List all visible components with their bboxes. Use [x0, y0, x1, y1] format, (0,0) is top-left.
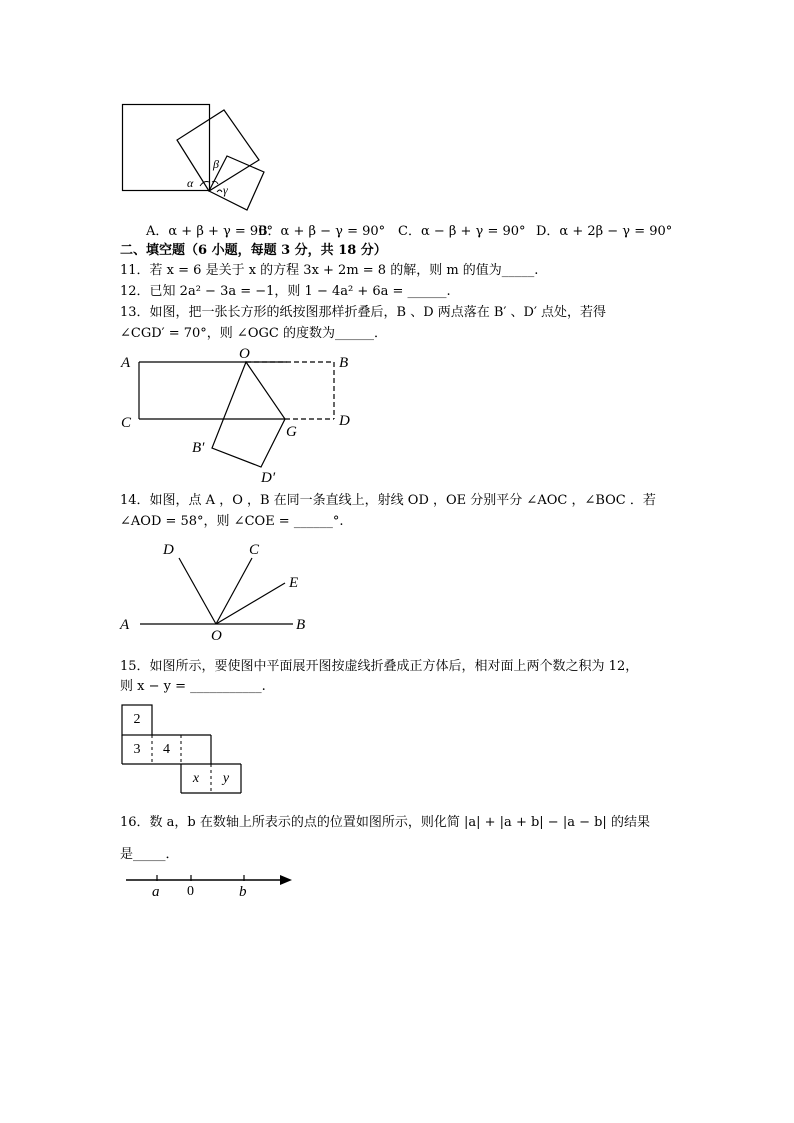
q13-folded-rectangle-figure — [115, 344, 365, 489]
q10-option-b: B．α + β − γ = 90° — [258, 224, 386, 239]
question-16-line1: 16．数 a，b 在数轴上所表示的点的位置如图所示，则化简 |a| + |a + b| − |a − b| 的结果 — [120, 815, 650, 830]
q14-label-a: A — [120, 617, 130, 633]
question-13-line1: 13．如图，把一张长方形的纸按图那样折叠后，B 、D 两点落在 B′ 、D′ 点处，若得 — [120, 305, 607, 320]
section-heading-fill-in: 二、填空题（6 小题，每题 3 分，共 18 分） — [120, 243, 387, 258]
q15-cell-3: 3 — [133, 741, 141, 757]
q14-label-o: O — [211, 628, 222, 644]
number-line-arrow-icon — [280, 875, 292, 885]
q13-label-d: D — [339, 413, 350, 429]
question-15-line2: 则 x − y = ___________. — [120, 679, 266, 694]
q15-cell-x: x — [192, 770, 200, 786]
q13-label-b: B — [339, 355, 349, 371]
q14-label-d: D — [163, 542, 174, 558]
q13-label-a: A — [121, 355, 131, 371]
question-15-line1: 15．如图所示，要使图中平面展开图按虚线折叠成正方体后，相对面上两个数之积为 12， — [120, 659, 639, 674]
q13-label-c: C — [121, 415, 132, 431]
q13-label-o: O — [239, 346, 250, 362]
q14-label-c: C — [249, 542, 260, 558]
q15-cell-2: 2 — [133, 712, 141, 727]
q16-label-zero: 0 — [187, 884, 194, 899]
q15-cell-4: 4 — [163, 741, 170, 757]
q14-label-b: B — [296, 617, 306, 633]
question-14-line2: ∠AOD = 58°，则 ∠COE = ______°. — [120, 514, 344, 529]
q13-folded-flap — [212, 362, 285, 467]
q16-label-b: b — [239, 884, 247, 900]
question-11: 11．若 x = 6 是关于 x 的方程 3x + 2m = 8 的解，则 m 的值为_____. — [120, 263, 539, 278]
q15-cell-y: y — [222, 770, 230, 786]
q16-label-a: a — [152, 884, 160, 900]
q10-squares-figure — [118, 100, 278, 212]
q10-option-a: A．α + β + γ = 90° — [146, 224, 273, 239]
q10-option-d: D．α + 2β − γ = 90° — [536, 224, 673, 239]
q14-label-e: E — [289, 575, 299, 591]
q13-label-g: G — [286, 424, 297, 440]
q10-alpha-label: α — [187, 176, 194, 190]
question-14-line1: 14．如图，点 A ，O ，B 在同一条直线上，射线 OD ，OE 分别平分 ∠AOC ，∠BOC ．若 — [120, 493, 656, 508]
question-12: 12．已知 2a² − 3a = −1，则 1 − 4a² + 6a = ______. — [120, 284, 451, 299]
q13-label-b-prime: B′ — [192, 440, 205, 456]
question-13-line2: ∠CGD′ = 70°，则 ∠OGC 的度数为______． — [120, 326, 387, 341]
q16-number-line — [120, 868, 300, 900]
q10-beta-label: β — [213, 157, 219, 171]
q10-option-c: C．α − β + γ = 90° — [398, 224, 526, 239]
question-16-line2: 是_____． — [120, 847, 179, 862]
q10-gamma-label: γ — [223, 183, 228, 197]
q14-angle-bisector-figure — [115, 538, 315, 643]
q13-label-d-prime: D′ — [261, 470, 276, 486]
q10-large-square — [123, 105, 210, 191]
